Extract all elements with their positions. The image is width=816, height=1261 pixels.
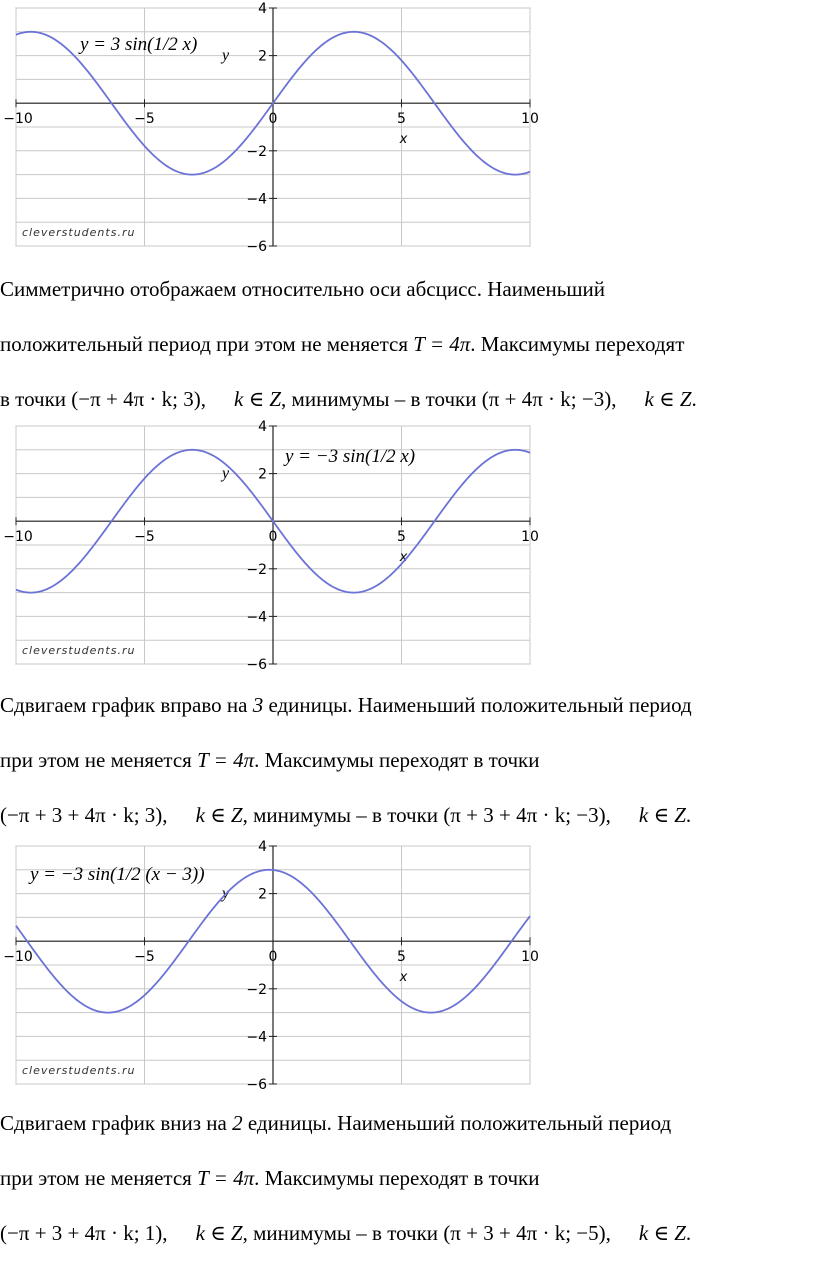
x-tick-label: 5 xyxy=(397,529,406,546)
p2-line-1 xyxy=(0,678,816,733)
graph-2 xyxy=(0,418,545,673)
p1-text-2: положительный период при этом не меняется xyxy=(0,332,414,356)
p1-set: k ∈ Z xyxy=(234,387,282,411)
x-tick-label: −10 xyxy=(3,111,33,128)
x-axis-label: x xyxy=(399,550,408,566)
y-axis-label: y xyxy=(222,885,230,902)
y-axis-label: y xyxy=(222,465,230,482)
graph-3 xyxy=(0,838,545,1093)
p1-text-1: Симметрично отображаем относительно оси абсцисс. Наименьший xyxy=(0,277,606,301)
p1-end: . xyxy=(691,387,697,411)
p1-text-3: . Максимумы переходят xyxy=(470,332,685,356)
graph-1-svg xyxy=(0,0,545,255)
y-tick-label: −2 xyxy=(246,981,267,998)
p1-line-2 xyxy=(0,317,816,372)
x-axis-label: x xyxy=(399,132,408,148)
x-tick-label: 10 xyxy=(521,111,539,128)
x-tick-label: 10 xyxy=(521,529,539,546)
p3-text-5: , минимумы – в точки xyxy=(242,1221,444,1245)
p3-line-1 xyxy=(0,1096,816,1151)
p2-text-3: при этом не меняется xyxy=(0,748,198,772)
p2-period: T = 4π xyxy=(197,748,255,772)
function-annotation: y = −3 sin(1/2 x) xyxy=(285,446,416,467)
p2-text-1: Сдвигаем график вправо на xyxy=(0,693,253,717)
p1-period: T = 4π xyxy=(413,332,471,356)
x-tick-label: −5 xyxy=(134,949,155,966)
p3-min-point: (π + 3 + 4π · k; −5), xyxy=(443,1221,611,1245)
watermark-text: cleverstudents.ru xyxy=(22,226,136,239)
x-axis-label: x xyxy=(399,970,408,986)
p3-set-2: k ∈ Z xyxy=(638,1221,686,1245)
y-axis-label: y xyxy=(222,47,230,64)
watermark-text: cleverstudents.ru xyxy=(22,644,136,657)
p3-period: T = 4π xyxy=(197,1166,255,1190)
p1-text-5: , минимумы – в точки xyxy=(281,387,482,411)
p3-text-2: единицы. Наименьший положительный период xyxy=(242,1111,672,1135)
graph-1 xyxy=(0,0,545,255)
y-tick-label: 2 xyxy=(258,48,267,65)
x-tick-label: −5 xyxy=(134,111,155,128)
x-tick-label: −5 xyxy=(134,529,155,546)
p2-text-5: , минимумы – в точки xyxy=(242,803,444,827)
y-tick-label: 2 xyxy=(258,466,267,483)
graph-3-svg xyxy=(0,838,545,1093)
p3-line-2 xyxy=(0,1151,816,1206)
p2-text-4: . Максимумы переходят в точки xyxy=(254,748,540,772)
y-tick-label: −4 xyxy=(246,191,267,208)
y-tick-label: 4 xyxy=(258,839,267,855)
y-tick-label: 4 xyxy=(258,1,267,17)
x-tick-label: 5 xyxy=(397,111,406,128)
p1-set-2: k ∈ Z xyxy=(644,387,692,411)
graph-2-svg xyxy=(0,418,545,673)
y-tick-label: −6 xyxy=(246,1077,267,1093)
p2-line-2 xyxy=(0,733,816,788)
p2-line-3 xyxy=(0,788,816,843)
paragraph-3 xyxy=(0,1096,816,1261)
x-tick-label: 0 xyxy=(268,529,278,546)
p2-max-point: (−π + 3 + 4π · k; 3), xyxy=(0,803,168,827)
x-tick-label: 5 xyxy=(397,949,406,966)
paragraph-2 xyxy=(0,678,816,843)
p3-end: . xyxy=(685,1221,692,1245)
p1-min-point: (π + 4π · k; −3), xyxy=(481,387,617,411)
p2-text-2: единицы. Наименьший положительный период xyxy=(263,693,692,717)
x-tick-label: −10 xyxy=(3,529,33,546)
p3-set: k ∈ Z xyxy=(195,1221,243,1245)
y-tick-label: −2 xyxy=(246,143,267,160)
x-tick-label: −10 xyxy=(3,949,33,966)
p2-set-2: k ∈ Z xyxy=(638,803,686,827)
p3-max-point: (−π + 3 + 4π · k; 1), xyxy=(0,1221,168,1245)
p3-text-4: . Максимумы переходят в точки xyxy=(254,1166,540,1190)
p3-text-3: при этом не меняется xyxy=(0,1166,198,1190)
p1-text-4: в точки xyxy=(0,387,72,411)
x-tick-label: 0 xyxy=(268,949,278,966)
y-tick-label: −6 xyxy=(246,657,267,673)
x-tick-label: 0 xyxy=(268,111,278,128)
p1-line-1 xyxy=(0,262,816,317)
paragraph-1 xyxy=(0,262,816,427)
p2-set: k ∈ Z xyxy=(195,803,243,827)
p3-text-1: Сдвигаем график вниз на xyxy=(0,1111,233,1135)
watermark-text: cleverstudents.ru xyxy=(22,1064,136,1077)
p3-line-3 xyxy=(0,1206,816,1261)
function-annotation: y = 3 sin(1/2 x) xyxy=(80,34,198,55)
function-annotation: y = −3 sin(1/2 (x − 3)) xyxy=(30,864,205,885)
y-tick-label: −4 xyxy=(246,609,267,626)
y-tick-label: 2 xyxy=(258,886,267,903)
p2-end: . xyxy=(685,803,692,827)
y-tick-label: −6 xyxy=(246,239,267,255)
x-tick-label: 10 xyxy=(521,949,539,966)
y-tick-label: −2 xyxy=(246,561,267,578)
p3-shift-value: 2 xyxy=(232,1111,243,1135)
p1-max-point: (−π + 4π · k; 3), xyxy=(71,387,206,411)
p2-shift-value: 3 xyxy=(252,693,264,717)
y-tick-label: 4 xyxy=(258,419,267,435)
p2-min-point: (π + 3 + 4π · k; −3), xyxy=(443,803,611,827)
y-tick-label: −4 xyxy=(246,1029,267,1046)
